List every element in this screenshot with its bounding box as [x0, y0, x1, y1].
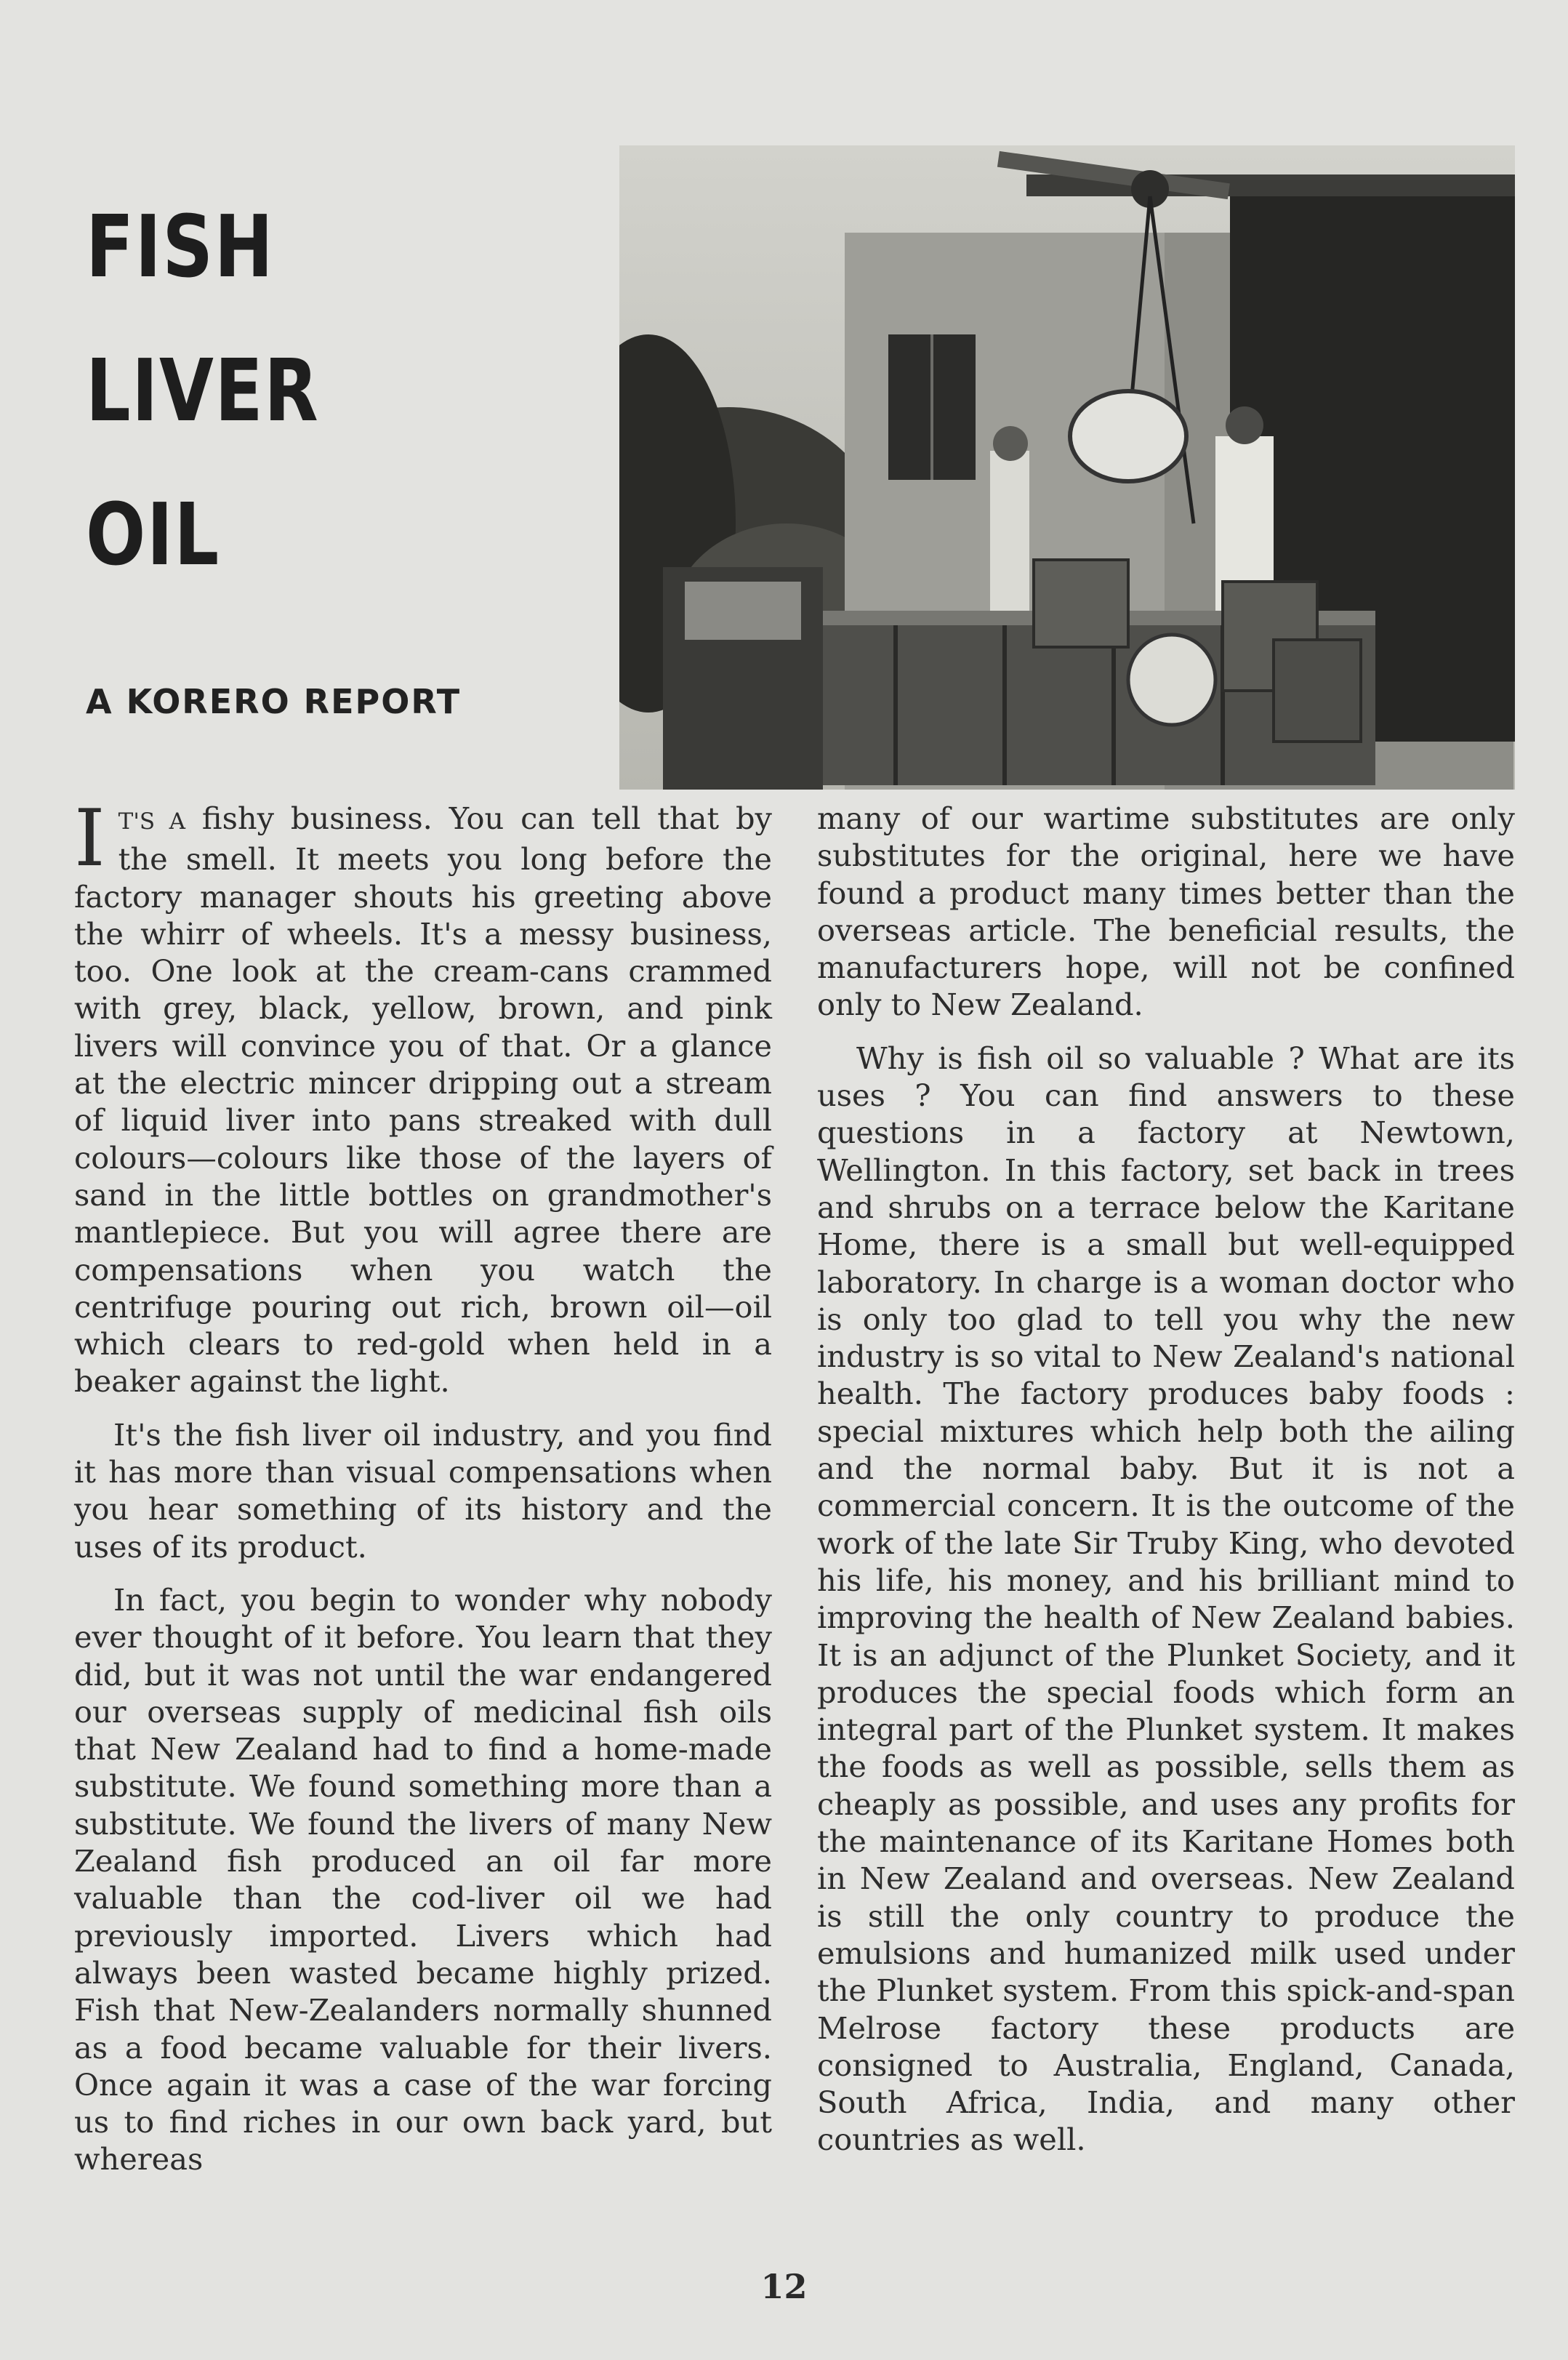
page-number: 12 — [760, 2267, 808, 2306]
paragraph-text: fishy business. You can tell that by the smell. It meets you long before the factory manager shouts his greeting above the whirr of wheels. It's a messy business, too. One look at the cream-cans crammed with grey, black, yellow, brown, and pink livers will convince you of that. Or a glance at the electric mincer dripping out a stream of liquid liver into pans streaked with dull colours—colours like those of the layers of sand in the little bottles on grandmother's mantlepiece. But you will agree there are compensations when you watch the centrifuge pouring out rich, brown oil—oil which clears to red-gold when held in a beaker against the light. — [74, 800, 772, 1400]
article-paragraph: many of our wartime substitutes are only substitutes for the original, here we have found a product many times better than the overseas article. The beneficial results, the manufacturers hope, will not be confined only to New Zealand. — [817, 800, 1515, 1023]
title-line: LIVER — [86, 340, 320, 441]
drop-cap: I — [74, 793, 105, 884]
title-line: FISH — [86, 196, 275, 297]
article-paragraph: In fact, you begin to wonder why nobody ever thought of it before. You learn that they did, but it was not until the war endangered our overseas supply of medicinal fish oils that New Zealand had to find a home-made substitute. We found something more than a substitute. We found the livers of many New Zealand fish produced an oil far more valuable than the cod-liver oil we had previously imported. Livers which had always been wasted became highly prized. Fish that New-Zealanders normally shunned as a food became valuable for their livers. Once again it was a case of the war forcing us to find riches in our own back yard, but whereas — [74, 1581, 772, 2178]
title-line: OIL — [86, 484, 220, 585]
article-paragraph: Why is fish oil so valuable ? What are its uses ? You can find answers to these questions in a factory at Newtown, Wellington. In this factory, set back in trees and shrubs on a terrace below the Karitane Home, there is a small but well-equipped laboratory. In charge is a woman doctor who is only too glad to tell you why the new industry is so vital to New Zealand's national health. The factory produces baby foods : special mixtures which help both the ailing and the normal baby. But it is not a commercial concern. It is the outcome of the work of the late Sir Truby King, who devoted his life, his money, and his brilliant mind to improving the health of New Zealand babies. It is an adjunct of the Plunket Society, and it produces the special foods which form an integral part of the Plunket system. It makes the foods as well as possible, sells them as cheaply as possible, and uses any profits for the maintenance of its Karitane Homes both in New Zealand and overseas. New Zealand is still the only country to produce the emulsions and humanized milk used under the Plunket system. From this spick-and-span Melrose factory these products are consigned to Australia, England, Canada, South Africa, India, and many other countries as well. — [817, 1040, 1515, 2158]
article-column-right — [817, 800, 1515, 2159]
article-column-left — [74, 793, 772, 2178]
article-paragraph — [74, 793, 772, 1400]
article-paragraph: It's the fish liver oil industry, and you find it has more than visual compensations when you hear something of its history and the uses of its product. — [74, 1416, 772, 1565]
article-title — [86, 174, 319, 606]
opening-smallcaps: T'S A — [118, 808, 186, 835]
article-subtitle: A KORERO REPORT — [86, 682, 462, 721]
factory-photo — [619, 145, 1515, 790]
